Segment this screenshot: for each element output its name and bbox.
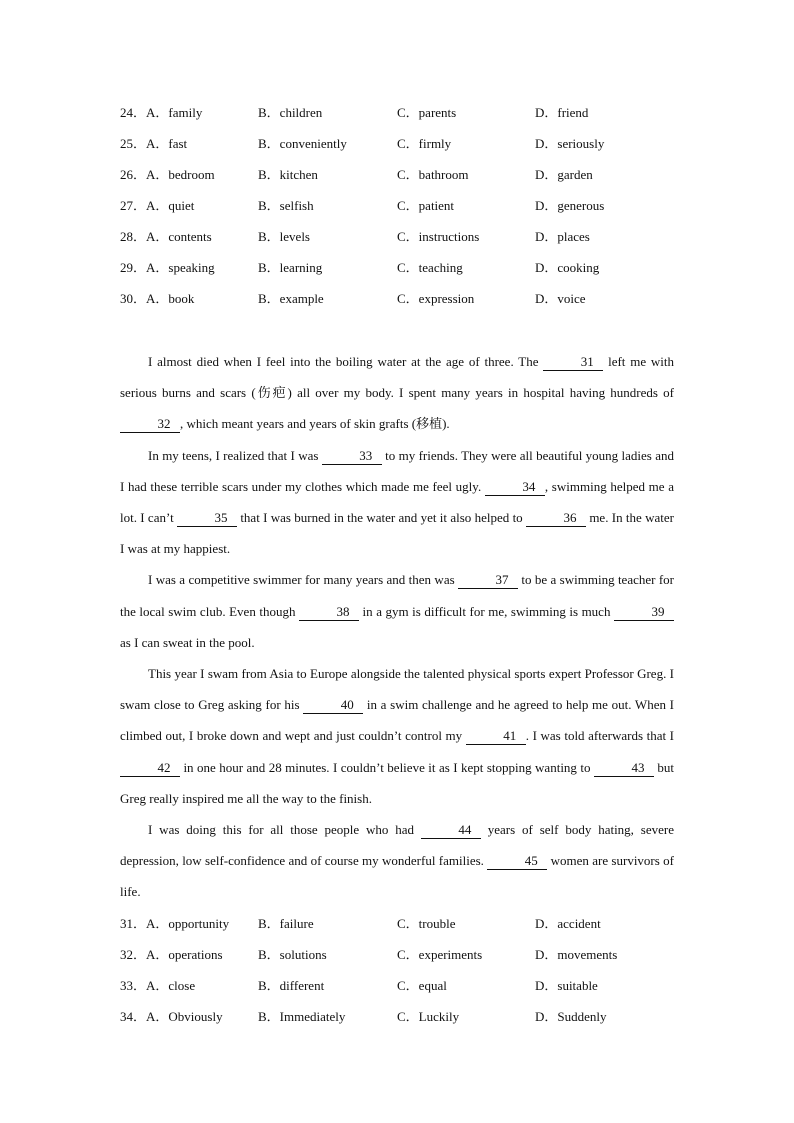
- passage-paragraph: [120, 346, 674, 440]
- question-number: 34．: [120, 1009, 147, 1024]
- blank-38: 38: [299, 604, 359, 621]
- blank-31: 31: [543, 354, 603, 371]
- passage-text: In my teens, I realized that I was: [148, 447, 322, 463]
- passage-text: as I can sweat in the pool.: [120, 634, 255, 650]
- option-c: C．bathroom: [397, 167, 469, 182]
- question-options-row: [120, 97, 680, 128]
- option-d: D．cooking: [535, 260, 600, 275]
- question-options-row: [120, 1001, 680, 1032]
- question-number: 30．: [120, 291, 147, 306]
- option-c: C．instructions: [397, 229, 480, 244]
- blank-33: 33: [322, 448, 382, 465]
- passage-text: to be a swimming teacher for the local swim club. Even though: [120, 572, 675, 619]
- passage-paragraph: [120, 440, 674, 565]
- option-a: [120, 221, 212, 252]
- passage-text: that I was burned in the water and yet it also helped to: [237, 510, 526, 526]
- option-d: D．voice: [535, 291, 586, 306]
- option-a: [120, 970, 195, 1001]
- option-a: [120, 908, 229, 939]
- question-number: 28．: [120, 229, 147, 244]
- option-c: C．experiments: [397, 947, 483, 962]
- passage-text: I was a competitive swimmer for many years and then was: [148, 572, 459, 588]
- option-d: D．movements: [535, 947, 618, 962]
- cloze-passage: [120, 346, 674, 908]
- passage-paragraph: [120, 814, 674, 908]
- blank-44: 44: [421, 822, 481, 839]
- option-a-text: A．operations: [146, 947, 223, 962]
- question-number: 25．: [120, 136, 147, 151]
- question-number: 29．: [120, 260, 147, 275]
- option-b: B．Immediately: [258, 1009, 346, 1024]
- option-b: B．different: [258, 978, 325, 993]
- blank-35: 35: [177, 510, 237, 527]
- question-number: 27．: [120, 198, 147, 213]
- passage-text: . I was told afterwards that I: [525, 728, 675, 744]
- blank-32: 32: [120, 416, 180, 433]
- passage-text: me. In the water I was at my happiest.: [120, 510, 674, 557]
- question-number: 26．: [120, 167, 147, 182]
- option-d: D．seriously: [535, 136, 605, 151]
- passage-text: in a gym is difficult for me, swimming is much: [359, 603, 614, 619]
- option-d: D．garden: [535, 167, 593, 182]
- option-d: D．places: [535, 229, 590, 244]
- question-options-row: [120, 221, 680, 252]
- option-a-text: A．contents: [146, 229, 212, 244]
- option-d: D．suitable: [535, 978, 598, 993]
- option-a-text: A．speaking: [146, 260, 215, 275]
- option-c: C．parents: [397, 105, 457, 120]
- blank-42: 42: [120, 760, 180, 777]
- option-b: B．example: [258, 291, 324, 306]
- passage-text: I was doing this for all those people who had: [148, 822, 421, 838]
- blank-39: 39: [614, 604, 674, 621]
- blank-45: 45: [487, 853, 547, 870]
- option-a: [120, 128, 187, 159]
- option-b: B．learning: [258, 260, 323, 275]
- passage-paragraph: [120, 564, 674, 658]
- question-options-row: [120, 190, 680, 221]
- passage-text: in one hour and 28 minutes. I couldn’t believe it as I kept stopping wanting to: [180, 759, 594, 775]
- option-a: [120, 190, 194, 221]
- option-a-text: A．quiet: [146, 198, 195, 213]
- option-a-text: A．bedroom: [146, 167, 215, 182]
- option-b: B．solutions: [258, 947, 327, 962]
- option-a: [120, 1001, 223, 1032]
- option-c: C．teaching: [397, 260, 463, 275]
- option-a-text: A．Obviously: [146, 1009, 223, 1024]
- option-b: B．children: [258, 105, 323, 120]
- option-c: C．trouble: [397, 916, 456, 931]
- option-a: [120, 252, 215, 283]
- option-b: B．levels: [258, 229, 310, 244]
- option-b: B．failure: [258, 916, 314, 931]
- passage-text: in a swim challenge and he agreed to help me out. When I climbed out, I broke down and wept and just couldn’t control my: [120, 697, 674, 744]
- passage-text: years of self body hating, severe depression, low self-confidence and of course my wonderful families.: [120, 822, 674, 869]
- passage-text: but Greg really inspired me all the way to the finish.: [120, 759, 674, 806]
- option-a-text: A．opportunity: [146, 916, 230, 931]
- option-d: D．accident: [535, 916, 601, 931]
- option-a-text: A．close: [146, 978, 196, 993]
- passage-text: to my friends. They were all beautiful young ladies and I had these terrible scars under my clothes which made me feel ugly.: [120, 447, 674, 494]
- blank-37: 37: [458, 572, 518, 589]
- options-list-31-34: [120, 908, 680, 1032]
- option-a: [120, 159, 215, 190]
- blank-34: 34: [485, 479, 545, 496]
- question-options-row: [120, 908, 680, 939]
- blank-41: 41: [466, 728, 526, 745]
- question-options-row: [120, 939, 680, 970]
- option-a-text: A．family: [146, 105, 203, 120]
- option-d: D．Suddenly: [535, 1009, 607, 1024]
- blank-40: 40: [303, 697, 363, 714]
- option-a-text: A．fast: [146, 136, 188, 151]
- question-number: 31．: [120, 916, 147, 931]
- passage-paragraph: [120, 658, 674, 814]
- question-options-row: [120, 159, 680, 190]
- option-a: [120, 939, 223, 970]
- option-a: [120, 97, 202, 128]
- question-options-row: [120, 252, 680, 283]
- passage-text: left me with serious burns and scars (伤疤) all over my body. I spent many years in hospital having hundreds of: [120, 354, 674, 401]
- question-number: 33．: [120, 978, 147, 993]
- option-c: C．firmly: [397, 136, 452, 151]
- option-d: D．friend: [535, 105, 589, 120]
- option-a-text: A．book: [146, 291, 195, 306]
- question-number: 24．: [120, 105, 147, 120]
- option-b: B．conveniently: [258, 136, 347, 151]
- passage-text: , which meant years and years of skin grafts (移植).: [180, 416, 450, 432]
- option-a: [120, 283, 194, 314]
- question-options-row: [120, 970, 680, 1001]
- blank-43: 43: [594, 760, 654, 777]
- option-b: B．kitchen: [258, 167, 318, 182]
- options-list-24-30: [120, 97, 680, 314]
- question-options-row: [120, 128, 680, 159]
- option-d: D．generous: [535, 198, 605, 213]
- option-c: C．equal: [397, 978, 447, 993]
- option-c: C．patient: [397, 198, 455, 213]
- option-b: B．selfish: [258, 198, 314, 213]
- option-c: C．Luckily: [397, 1009, 460, 1024]
- passage-text: women are survivors of life.: [120, 853, 674, 900]
- option-c: C．expression: [397, 291, 475, 306]
- passage-text: This year I swam from Asia to Europe alongside the talented physical sports expert Professor Greg. I swam close to Greg asking for his: [120, 666, 674, 713]
- passage-text: , swimming helped me a lot. I can’t: [120, 478, 674, 526]
- passage-text: I almost died when I feel into the boiling water at the age of three. The: [148, 354, 544, 369]
- blank-36: 36: [526, 510, 586, 527]
- question-options-row: [120, 283, 680, 314]
- question-number: 32．: [120, 947, 147, 962]
